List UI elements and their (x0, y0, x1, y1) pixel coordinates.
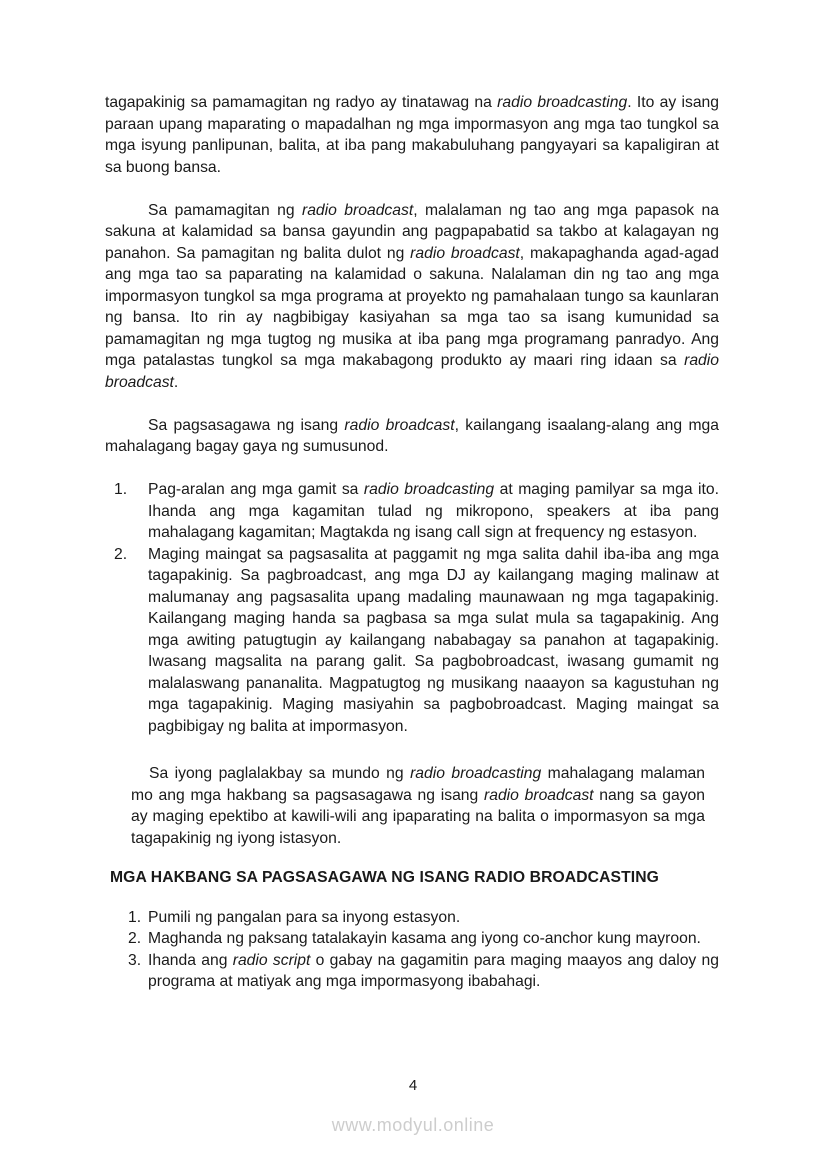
page-number: 4 (408, 1077, 418, 1094)
list-item-text: Pag-aralan ang mga gamit sa radio broadcasting at maging pamilyar sa mga ito. Ihanda ang mga kagamitan tulad ng mikropono, speakers at iba pang mahalagang kagamitan; Magtakda ng isang call sign at frequency ng estasyon. (148, 481, 719, 541)
paragraph-intro: tagapakinig sa pamamagitan ng radyo ay tinatawag na radio broadcasting. Ito ay isang paraan upang maparating o mapadalhan ng mga impormasyon ang mga tao tungkol sa mga isyung panlipunan, balita, at iba pang makabuluhang pangyayari sa kapaligiran at sa buong bansa. (105, 94, 719, 176)
list-item-marker: 2. (114, 545, 128, 563)
page-body (105, 92, 719, 1014)
list-item-marker: 2. (128, 930, 142, 947)
list-item-text: Maghanda ng paksang tatalakayin kasama ang iyong co-anchor kung mayroon. (148, 930, 701, 947)
steps-list (105, 907, 719, 993)
list-item-marker: 3. (128, 951, 142, 969)
list-item-marker: 1. (114, 481, 128, 498)
watermark: www.modyul.online (331, 1115, 495, 1135)
list-item (105, 950, 719, 993)
list-item (105, 907, 719, 929)
list-item (105, 928, 719, 950)
list-item-text: Ihanda ang radio script o gabay na gagamitin para maging maayos ang daloy ng programa at matiyak ang mga impormasyong ibabahagi. (148, 951, 719, 990)
paragraph-journey: Sa iyong paglalakbay sa mundo ng radio broadcasting mahalagang malaman mo ang mga hakbang sa pagsasagawa ng isang radio broadcast nang sa gayon ay maging epektibo at kawili-wili ang ipaparating na balita o impormasyon sa mga tagapakinig ng iyong istasyon. (131, 765, 705, 847)
section-heading: MGA HAKBANG SA PAGSASAGAWA NG ISANG RADIO BROADCASTING (110, 869, 659, 886)
list-item (105, 544, 719, 738)
paragraph-considerations-lead: Sa pagsasagawa ng isang radio broadcast, kailangang isaalang-alang ang mga mahalagang bagay gaya ng sumusunod. (105, 416, 719, 455)
list-item-text: Maging maingat sa pagsasalita at paggamit ng mga salita dahil iba-iba ang mga tagapakinig. Sa pagbroadcast, ang mga DJ ay kailangang maging malinaw at malumanay ang pagsasalita upang madaling maunawaan ng mga tagapakinig. Kailangang maging handa sa pagbasa sa mga sulat mula sa tagapakinig. Ang mga awiting patugtugin ay kailangang nababagay sa panahon at tagapakinig. Iwasang magsalita na parang galit. Sa pagbobroadcast, iwasang gumamit ng malalaswang pananalita. Magpatugtog ng musikang naaayon sa kagustuhan ng mga tagapakinig. Maging masiyahin sa pagbobroadcast. Maging maingat sa pagbibigay ng balita at impormasyon. (148, 545, 719, 735)
list-item-marker: 1. (128, 908, 142, 926)
list-item-text: Pumili ng pangalan para sa inyong estasyon. (148, 908, 461, 926)
paragraph-benefits: Sa pamamagitan ng radio broadcast, malalaman ng tao ang mga papasok na sakuna at kalamidad sa bansa gayundin ang pagpapabatid sa takbo at kalagayan ng panahon. Sa pamagitan ng balita dulot ng radio broadcast, makapaghanda agad-agad ang mga tao sa paparating na kalamidad o sakuna. Nalalaman din ng tao ang mga impormasyon tungkol sa mga programa at proyekto ng pamahalaan tungo sa kaunlaran ng bansa. Ito rin ay nagbibigay kasiyahan sa mga tao sa isang kumunidad sa pamamagitan ng mga tugtog ng musika at iba pang mga programang panradyo. Ang mga patalastas tungkol sa mga makabagong produkto ay maari ring idaan sa radio broadcast. (105, 201, 720, 391)
considerations-list (105, 479, 719, 737)
list-item (105, 479, 719, 544)
